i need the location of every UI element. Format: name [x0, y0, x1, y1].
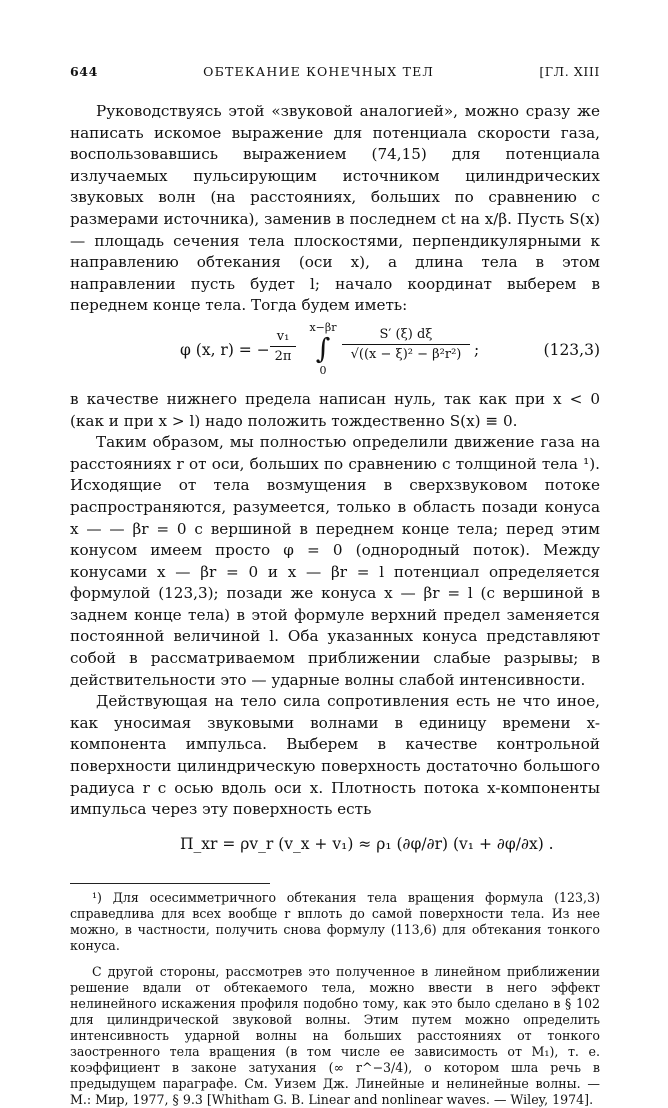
footnote: С другой стороны, рассмотрев это полученное в линейном приближении решение вдали от обтекаемого тела, можно ввести в него эффект нелинейного искажения профиля подобно тому, как это было сделано в § 102 для цилиндрической звуковой волны. Этим путем можно определить интенсивность ударной волны на больших расстояниях от тонкого заостренного тела вращения (в том числе ее зависимость от M₁), т. е. коэффициент в законе затухания (∞ r^−3/4), о котором шла речь в предыдущем параграфе. См. Уизем Дж. Линейные и нелинейные волны. — М.: Мир, 1977, § 9.3 [Whitham G. B. Linear and nonlinear waves. — Wiley, 1974]. [70, 963, 600, 1107]
coef-denominator: 2π [274, 348, 292, 364]
book-page [70, 64, 600, 1108]
integral [308, 321, 338, 377]
equation-number: (123,3) [543, 340, 600, 359]
upper-limit: x−βr [309, 320, 337, 334]
equation-lhs: φ (x, r) = − [180, 340, 270, 359]
running-title: ОБТЕКАНИЕ КОНЕЧНЫХ ТЕЛ [203, 64, 435, 79]
integral-sign: ∫ [315, 331, 331, 365]
footnote-rule [70, 883, 270, 884]
lower-limit: 0 [319, 363, 327, 377]
paragraph: в качестве нижнего предела написан нуль, так как при x < 0 (как и при x > l) надо положить тождественно S(x) ≡ 0. [70, 389, 600, 430]
coef-numerator: v₁ [276, 328, 290, 344]
footnote: ¹) Для осесимметричного обтекания тела вращения формула (123,3) справедлива для всех вообще r вплоть до самой поверхности тела. Из нее можно, в частности, получить снова формулу (113,6) для обтекания тонкого конуса. [70, 889, 600, 953]
page-number: 644 [70, 64, 98, 79]
equation-momentum-flux [70, 825, 600, 869]
paragraph: Руководствуясь этой «звуковой аналогией», можно сразу же написать искомое выражение для потенциала скорости газа, воспользовавшись выражением (74,15) для потенциала излучаемых пульсирующим источником цилиндрических звуковых волн (на расстояниях, больших по сравнению с размерами источника), заменив в последнем ct на x/β. Пусть S(x) — площадь сечения тела плоскостями, перпендикулярными к направлению обтекания (оси x), а длина тела в этом направлении пусть будет l; начало координат выберем в переднем конце тела. Тогда будем иметь: [70, 102, 600, 315]
equation-123-3 [70, 321, 600, 383]
equation-body: Π_xr = ρv_r (v_x + v₁) ≈ ρ₁ (∂φ/∂r) (v₁ + ∂φ/∂x) . [180, 834, 554, 853]
paragraph: Действующая на тело сила сопротивления есть не что иное, как уносимая звуковыми волнами в единицу времени x-компонента импульса. Выберем в качестве контрольной поверхности цилиндрическую поверхность достаточно большого радиуса r с осью вдоль оси x. Плотность потока x-компоненты импульса через эту поверхность есть [70, 692, 600, 819]
equation-semicolon: ; [474, 340, 480, 359]
integrand-numerator: S′ (ξ) dξ [379, 326, 433, 342]
integrand-fraction [342, 327, 470, 362]
coefficient-fraction [270, 329, 296, 364]
chapter-label: [ГЛ. XIII [539, 64, 600, 79]
running-header [70, 64, 600, 79]
integrand-denominator: √((x − ξ)² − β²r²) [350, 346, 462, 362]
paragraph: Таким образом, мы полностью определили движение газа на расстояниях r от оси, больших по сравнению с толщиной тела ¹). Исходящие от тела возмущения в сверхзвуковом потоке распространяются, разумеется, только в область позади конуса x — — βr = 0 с вершиной в переднем конце тела; перед этим конусом имеем просто φ = 0 (однородный поток). Между конусами x — βr = 0 и x — βr = l потенциал определяется формулой (123,3); позади же конуса x — βr = l (с вершиной в заднем конце тела) в этой формуле верхний предел заменяется постоянной величиной l. Оба указанных конуса представляют собой в рассматриваемом приближении слабые разрывы; в действительности это — ударные волны слабой интенсивности. [70, 433, 600, 689]
